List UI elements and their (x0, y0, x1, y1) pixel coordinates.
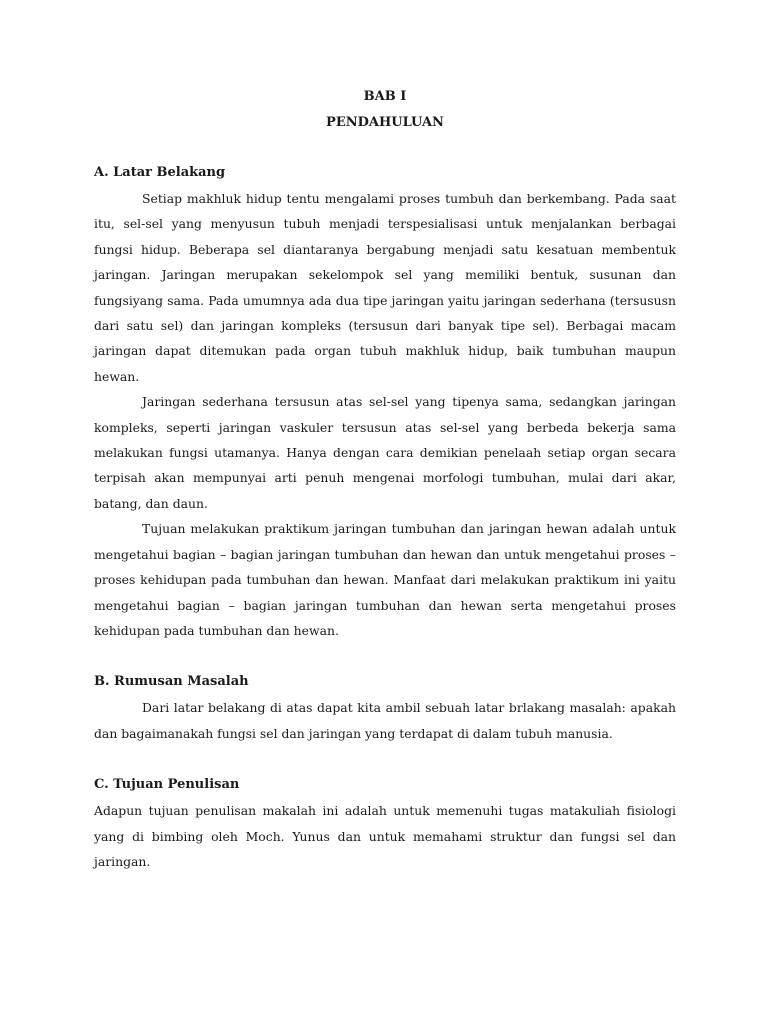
document-page (94, 84, 676, 900)
chapter-title: PENDAHULUAN (326, 115, 444, 130)
section-tujuan-penulisan (94, 772, 676, 874)
section-rumusan-masalah (94, 669, 676, 746)
paragraph: Tujuan melakukan praktikum jaringan tumbuhan dan jaringan hewan adalah untuk mengetahui bagian – bagian jaringan tumbuhan dan hewan dan untuk mengetahui proses – proses kehidupan pada tumbuhan dan hewan. Manfaat dari melakukan praktikum ini yaitu mengetahui bagian – bagian jaringan tumbuhan dan hewan serta mengetahui proses kehidupan pada tumbuhan dan hewan. (94, 521, 676, 638)
paragraph: Jaringan sederhana tersusun atas sel-sel yang tipenya sama, sedangkan jaringan kompleks, seperti jaringan vaskuler tersusun atas sel-sel yang berbeda bekerja sama melakukan fungsi utamanya. Hanya dengan cara demikian penelaah setiap organ secara terpisah akan mempunyai arti penuh mengenai morfologi tumbuhan, mulai dari akar, batang, dan daun. (94, 394, 676, 511)
section-heading: B. Rumusan Masalah (94, 674, 249, 690)
section-latar-belakang (94, 160, 676, 643)
paragraph: Adapun tujuan penulisan makalah ini adalah untuk memenuhi tugas matakuliah fisiologi yang di bimbing oleh Moch. Yunus dan untuk memahami struktur dan fungsi sel dan jaringan. (94, 803, 676, 869)
section-heading: C. Tujuan Penulisan (94, 777, 240, 793)
paragraph: Dari latar belakang di atas dapat kita ambil sebuah latar brlakang masalah: apakah dan bagaimanakah fungsi sel dan jaringan yang terdapat di dalam tubuh manusia. (94, 700, 676, 741)
chapter-number: BAB I (363, 89, 407, 104)
section-heading: A. Latar Belakang (94, 165, 226, 180)
paragraph: Setiap makhluk hidup tentu mengalami proses tumbuh dan berkembang. Pada saat itu, sel-sel yang menyusun tubuh menjadi terspesialisasi untuk menjalankan berbagai fungsi hidup. Beberapa sel diantaranya bergabung menjadi satu kesatuan membentuk jaringan. Jaringan merupakan sekelompok sel yang memiliki bentuk, susunan dan fungsiyang sama. Pada umumnya ada dua tipe jaringan yaitu jaringan sederhana (tersususn dari satu sel) dan jaringan kompleks (tersusun dari banyak tipe sel). Berbagai macam jaringan dapat ditemukan pada organ tubuh makhluk hidup, baik tumbuhan maupun hewan. (94, 191, 676, 384)
